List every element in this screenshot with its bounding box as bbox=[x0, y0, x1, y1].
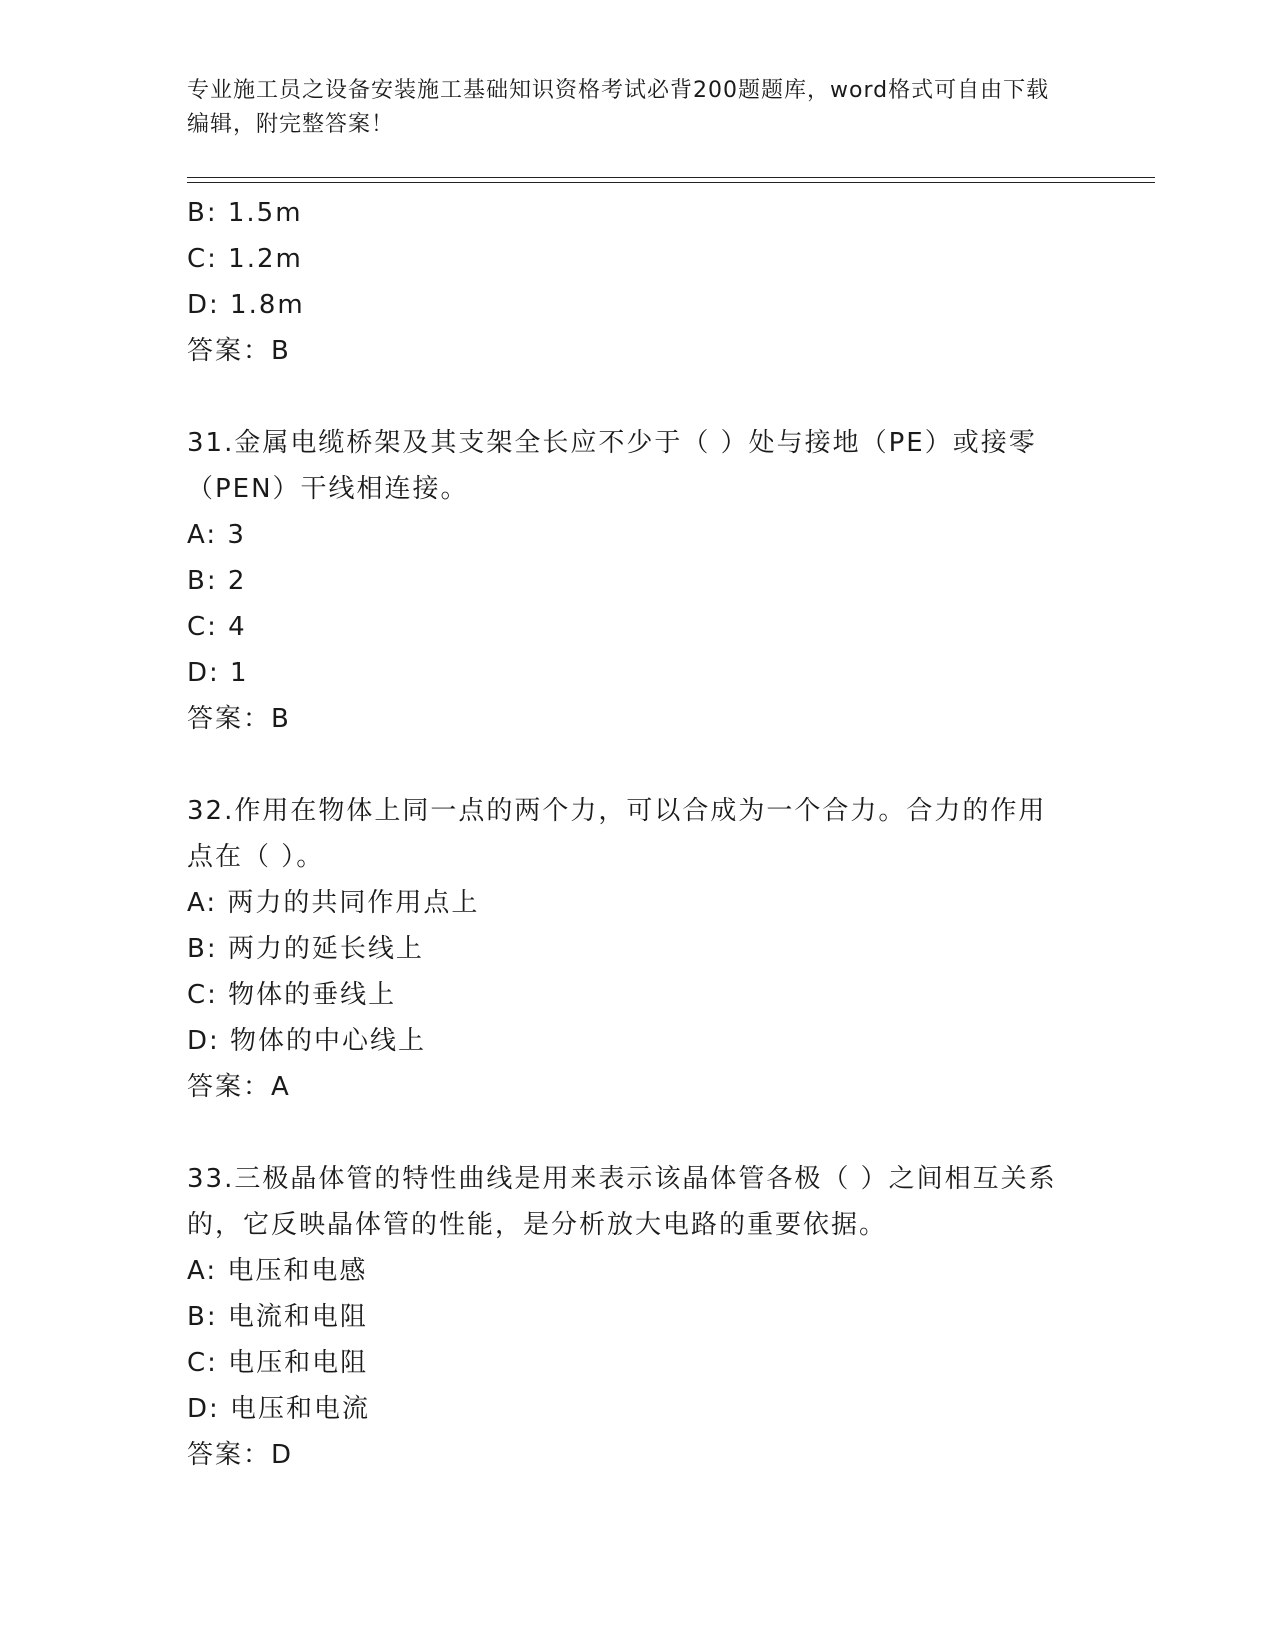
answer-line: 答案：B bbox=[187, 336, 291, 366]
header-divider-top bbox=[187, 177, 1155, 178]
question-stem: 31.金属电缆桥架及其支架全长应不少于（ ）处与接地（PE）或接零（PEN）干线相连接。 bbox=[187, 428, 1037, 504]
question-block-33 bbox=[187, 1156, 1087, 1478]
option-b: B: 1.5m bbox=[187, 198, 303, 228]
option-b: B: 2 bbox=[187, 566, 247, 596]
document-header-title: 专业施工员之设备安装施工基础知识资格考试必背200题题库，word格式可自由下载编辑，附完整答案！ bbox=[187, 78, 1050, 137]
question-block-30-continued bbox=[187, 190, 1087, 374]
spacer bbox=[187, 1110, 1087, 1156]
answer-line: 答案：B bbox=[187, 704, 291, 734]
answer-line: 答案：D bbox=[187, 1440, 294, 1470]
option-b: B: 电流和电阻 bbox=[187, 1302, 368, 1332]
option-c: C: 电压和电阻 bbox=[187, 1348, 369, 1378]
option-b: B: 两力的延长线上 bbox=[187, 934, 424, 964]
spacer bbox=[187, 374, 1087, 420]
spacer bbox=[187, 742, 1087, 788]
option-d: D: 物体的中心线上 bbox=[187, 1026, 427, 1056]
question-stem: 33.三极晶体管的特性曲线是用来表示该晶体管各极（ ）之间相互关系的，它反映晶体管的性能，是分析放大电路的重要依据。 bbox=[187, 1164, 1057, 1240]
answer-line: 答案：A bbox=[187, 1072, 291, 1102]
option-a: A: 3 bbox=[187, 520, 246, 550]
question-stem: 32.作用在物体上同一点的两个力，可以合成为一个合力。合力的作用点在（ ）。 bbox=[187, 796, 1047, 872]
option-c: C: 4 bbox=[187, 612, 247, 642]
option-a: A: 电压和电感 bbox=[187, 1256, 368, 1286]
option-c: C: 1.2m bbox=[187, 244, 303, 274]
option-d: D: 电压和电流 bbox=[187, 1394, 371, 1424]
question-list bbox=[187, 190, 1087, 1478]
option-a: A: 两力的共同作用点上 bbox=[187, 888, 480, 918]
option-d: D: 1.8m bbox=[187, 290, 305, 320]
question-block-32 bbox=[187, 788, 1087, 1110]
option-d: D: 1 bbox=[187, 658, 249, 688]
option-c: C: 物体的垂线上 bbox=[187, 980, 397, 1010]
question-block-31 bbox=[187, 420, 1087, 742]
header-divider-bottom bbox=[187, 182, 1155, 183]
